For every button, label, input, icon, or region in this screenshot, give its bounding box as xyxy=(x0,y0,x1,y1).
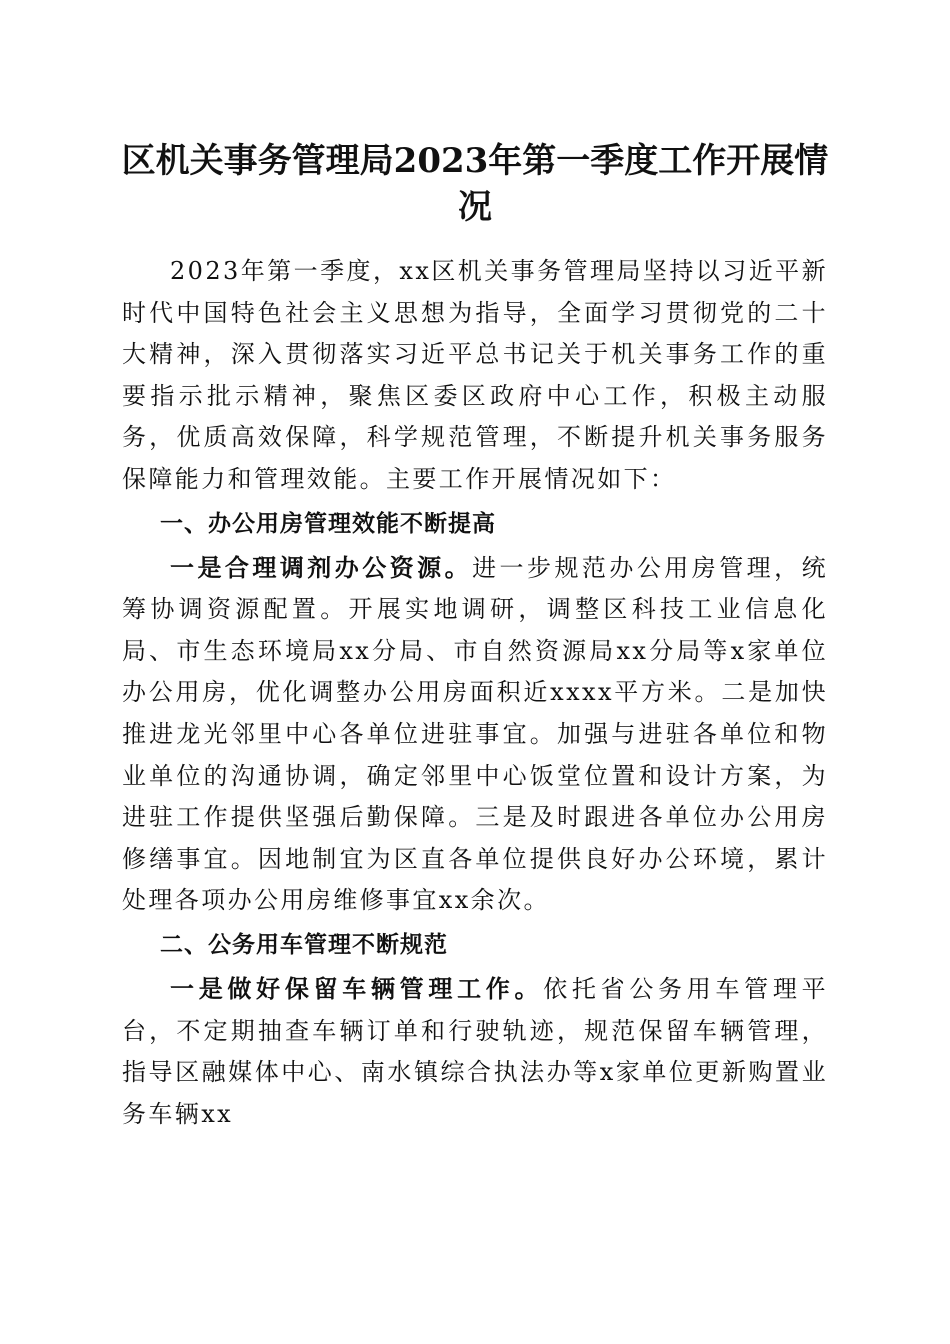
paragraph-text: 依托省公务用车管理平台，不定期抽查车辆订单和行驶轨迹，规范保留车辆管理，指导区融媒体中心、南水镇综合执法办等x家单位更新购置业务车辆xx xyxy=(122,974,828,1128)
section-paragraph-office-space xyxy=(122,547,828,922)
lead-phrase: 一是合理调剂办公资源。 xyxy=(170,552,473,582)
document-body xyxy=(122,251,828,1135)
paragraph-text: 进一步规范办公用房管理，统筹协调资源配置。开展实地调研，调整区科技工业信息化局、市生态环境局xx分局、市自然资源局xx分局等x家单位办公用房，优化调整办公用房面积近xxxx平方米。二是加快推进龙光邻里中心各单位进驻事宜。加强与进驻各单位和物业单位的沟通协调，确定邻里中心饭堂位置和设计方案，为进驻工作提供坚强后勤保障。三是及时跟进各单位办公用房修缮事宜。因地制宜为区直各单位提供良好办公环境，累计处理各项办公用房维修事宜xx余次。 xyxy=(122,553,829,915)
intro-paragraph: 2023年第一季度，xx区机关事务管理局坚持以习近平新时代中国特色社会主义思想为指导，全面学习贯彻党的二十大精神，深入贯彻落实习近平总书记关于机关事务工作的重要指示批示精神，聚焦区委区政府中心工作，积极主动服务，优质高效保障，科学规范管理，不断提升机关事务服务保障能力和管理效能。主要工作开展情况如下： xyxy=(122,257,828,493)
section-paragraph-vehicles xyxy=(122,968,828,1135)
section-heading-office-space: 一、办公用房管理效能不断提高 xyxy=(160,510,496,537)
lead-phrase: 一是做好保留车辆管理工作。 xyxy=(170,973,544,1003)
document-title: 区机关事务管理局2023年第一季度工作开展情况 xyxy=(121,141,829,227)
section-heading-vehicles: 二、公务用车管理不断规范 xyxy=(160,931,448,958)
